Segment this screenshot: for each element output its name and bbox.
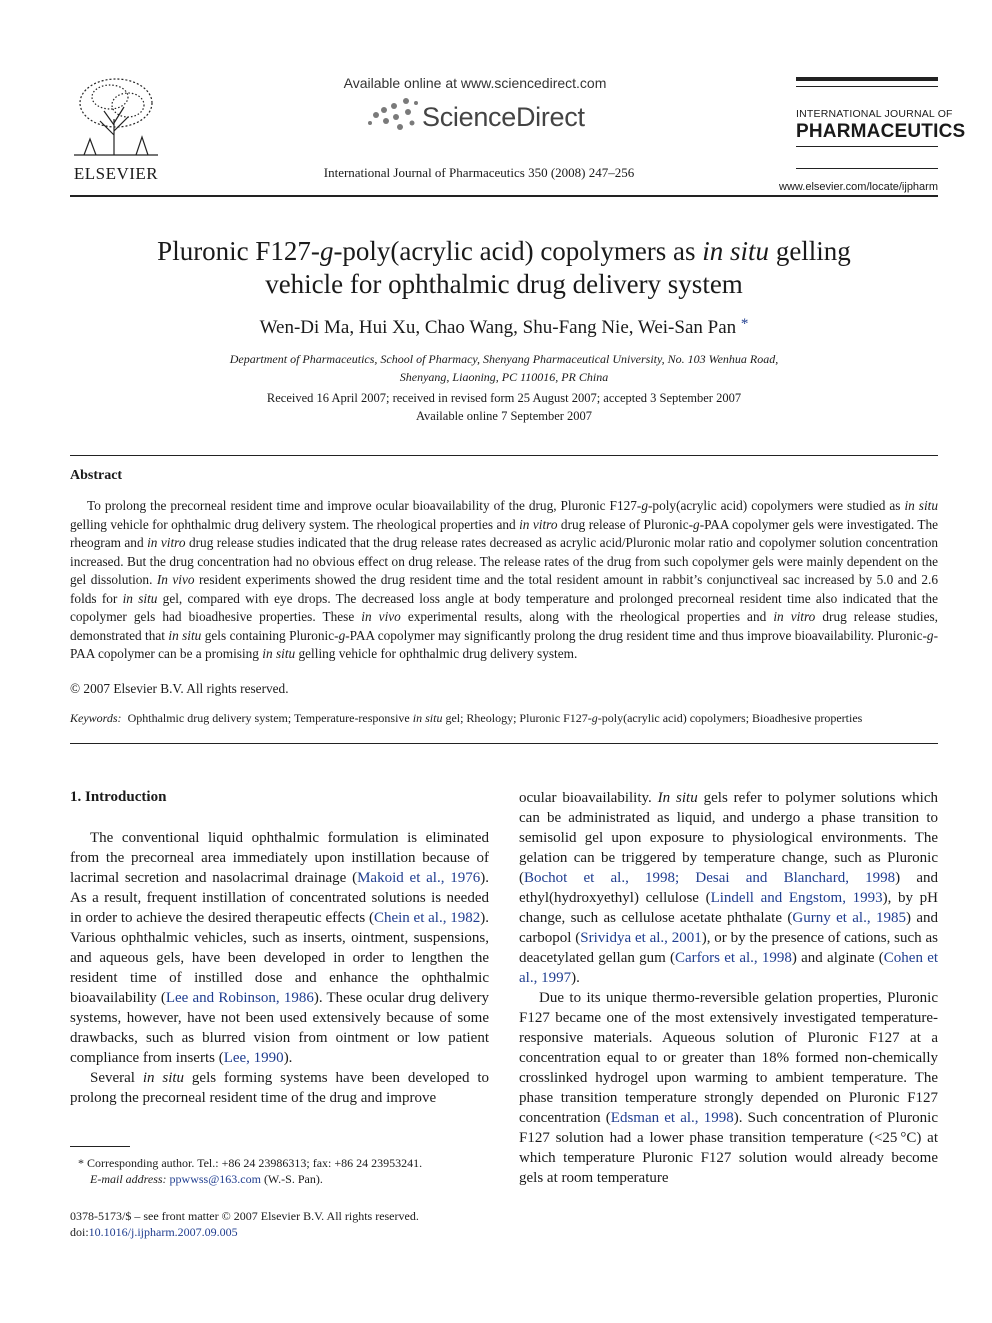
paragraph: [519, 788, 938, 988]
text-run: ocular bioavailability.: [519, 790, 658, 806]
journal-name-line1: INTERNATIONAL JOURNAL OF: [796, 108, 953, 120]
text-run: ).: [571, 970, 580, 986]
article-dates: Received 16 April 2007; received in revised form 25 August 2007; accepted 3 September 2007 Available online 7 September 2007: [266, 391, 742, 423]
text-run: ). Various ophthalmic vehicles, such as inserts, ointment, suspensions, and aqueous gels, have been developed in order to lengthen the resident time of instilled dose and enhance the ophthalmic bioavailability (: [70, 910, 489, 1006]
header-divider: [70, 195, 938, 197]
authors-text: Wen-Di Ma, Hui Xu, Chao Wang, Shu-Fang Nie, Wei-San Pan: [259, 317, 737, 338]
affiliation: Department of Pharmaceutics, School of Pharmacy, Shenyang Pharmaceutical University, No. 103 Wenhua Road, Shenyang, Liaoning, PC 110016, PR China: [229, 352, 779, 384]
doi-link[interactable]: 10.1016/j.ijpharm.2007.09.005: [88, 1225, 238, 1239]
citation-link[interactable]: Carfors et al., 1998: [675, 950, 792, 966]
text-run: ) and carbopol (: [519, 910, 939, 946]
author-list: [70, 316, 938, 339]
citation-link[interactable]: Lee and Robinson, 1986: [165, 990, 314, 1006]
sciencedirect-wordmark[interactable]: ScienceDirect: [422, 102, 585, 132]
citation-link[interactable]: Lee, 1990: [223, 1050, 284, 1066]
journal-citation: International Journal of Pharmaceutics 350 (2008) 247–256: [323, 165, 635, 180]
paragraph: [70, 1068, 489, 1108]
text-run: gels forming systems have been developed to prolong the precorneal resident time of the drug and improve: [70, 1070, 489, 1106]
text-run: The conventional liquid ophthalmic formulation is eliminated from the precorneal area immediately upon instillation because of lacrimal secretion and nasolacrimal drainage (: [70, 830, 489, 886]
abstract-divider-top: [70, 455, 938, 456]
footnote: * Corresponding author. Tel.: +86 24 23986313; fax: +86 24 23953241. E-mail address: ppwwss@163.com (W.-S. Pan).: [78, 1156, 423, 1186]
citation-link[interactable]: Lindell and Engstom, 1993: [710, 890, 883, 906]
journal-rule: [796, 168, 938, 169]
text-run: ). As a result, frequent instillation of concentrated solutions is needed in order to achieve the desired therapeutic effects (: [70, 870, 489, 926]
corresponding-author-marker[interactable]: *: [740, 316, 749, 332]
body-column-right: [519, 788, 938, 1188]
paragraph: [70, 828, 489, 1068]
journal-rule: [796, 77, 938, 81]
abstract-heading: Abstract: [70, 468, 123, 483]
keywords-label: Keywords:: [70, 711, 122, 725]
elsevier-logo: [66, 75, 166, 184]
text-run: ), by pH change, such as cellulose acetate phthalate (: [519, 890, 939, 926]
body-column-left: [70, 828, 489, 1108]
text-run: gels refer to polymer solutions which can be administrated as liquid, and undergo a phase transition to semisolid gel upon exposure to physiological environments. The gelation can be triggered by temperature change, such as Pluronic (: [519, 790, 938, 886]
citation-link[interactable]: Srividya et al., 2001: [580, 930, 702, 946]
text-run: ) and ethyl(hydroxyethyl) cellulose (: [519, 870, 938, 906]
citation-link[interactable]: Cohen et al., 1997: [519, 950, 939, 986]
text-run: Due to its unique thermo-reversible gelation properties, Pluronic F127 became one of the most extensively investigated temperature-responsive materials. Aqueous solution of Pluronic F127 at a concentration equal to or greater than 18% formed non-chemically crosslinked hydrogel upon warming to ambient temperature. The phase transition temperature strongly depended on Pluronic F127 concentration (: [519, 990, 938, 1126]
issn-line: 0378-5173/$ – see front matter © 2007 Elsevier B.V. All rights reserved. doi:10.1016/j.ijpharm.2007.09.005: [70, 1209, 419, 1239]
text-run: ) and alginate (: [791, 950, 884, 966]
italic-term: In situ: [657, 790, 698, 806]
footnote-divider: [70, 1146, 130, 1147]
text-run: ). Such concentration of Pluronic F127 solution had a lower phase transition temperature (<25 °C) at which temperature Pluronic F127 solution would already become gels at room temperature: [519, 1110, 938, 1186]
elsevier-tree-icon: [70, 75, 162, 157]
text-run: ), or by the presence of cations, such as deacetylated gellan gum (: [519, 930, 938, 966]
email-link[interactable]: ppwwss@163.com: [169, 1172, 261, 1186]
title-line2: vehicle for ophthalmic drug delivery system: [265, 269, 743, 299]
text-run: ).: [283, 1050, 293, 1066]
keywords: Keywords: Ophthalmic drug delivery system; Temperature-responsive in situ gel; Rheology; Pluronic F127-g-poly(acrylic acid) copolymers; Bioadhesive properties: [70, 711, 863, 725]
text-run: ). These ocular drug delivery systems, however, have not been used extensively because of some drawbacks, such as blurred vision from ointment or low patient compliance from inserts (: [70, 990, 490, 1066]
text-run: Several: [90, 1070, 143, 1086]
journal-rule: [796, 146, 938, 147]
citation-link[interactable]: Edsman et al., 1998: [610, 1110, 734, 1126]
citation-link[interactable]: Makoid et al., 1976: [357, 870, 481, 886]
section-heading: 1. Introduction: [70, 789, 167, 805]
title-line1: Pluronic F127-g-poly(acrylic acid) copolymers as in situ gelling: [157, 236, 851, 266]
citation-link[interactable]: Gurny et al., 1985: [792, 910, 906, 926]
available-online-link[interactable]: Available online at www.sciencedirect.com: [343, 75, 607, 91]
article-title: [70, 235, 938, 301]
journal-url-link[interactable]: www.elsevier.com/locate/ijpharm: [779, 181, 938, 193]
abstract-divider-bottom: [70, 743, 938, 744]
citation-link[interactable]: Chein et al., 1982: [373, 910, 481, 926]
italic-term: in situ: [142, 1070, 185, 1086]
journal-name-line2: PHARMACEUTICS: [796, 121, 966, 142]
footnote-marker: *: [78, 1156, 84, 1170]
publisher-name: ELSEVIER: [73, 164, 159, 183]
abstract-body: To prolong the precorneal resident time and improve ocular bioavailability of the drug, Pluronic F127-g-poly(acrylic acid) copolymers were studied as in situ gelling vehicle for ophthalmic drug delivery system. The rheological properties and in vitro drug release of Pluronic-g-PAA copolymer gels were investigated. The rheogram and in vitro drug release studies indicated that the drug release rates decreased as acrylic acid/Pluronic molar ratio and copolymer solution concentration increased. But the drug concentration had no obvious effect on drug release. The release rates of the drug from such copolymer gels were mainly dependent on the gel dissolution. In vivo resident experiments showed the drug resident time and the total resident amount in rabbit’s conjunctiveal sac increased by 5.0 and 2.6 folds for in situ gel, compared with eye drops. The decreased loss angle at body temperature and prolonged precorneal resident time also indicated that the copolymer gels had bioadhesive properties. These in vivo experimental results, along with the rheological properties and in vitro drug release studies, demonstrated that in situ gels containing Pluronic-g-PAA copolymer may significantly prolong the drug resident time and thus improve bioavailability. Pluronic-g-PAA copolymer can be a promising in situ gelling vehicle for ophthalmic drug delivery system.: [70, 498, 939, 661]
journal-rule: [796, 86, 938, 87]
abstract-copyright: © 2007 Elsevier B.V. All rights reserved.: [70, 681, 289, 696]
paragraph: [519, 988, 938, 1188]
citation-link[interactable]: Bochot et al., 1998; Desai and Blanchard, 1998: [524, 870, 896, 886]
